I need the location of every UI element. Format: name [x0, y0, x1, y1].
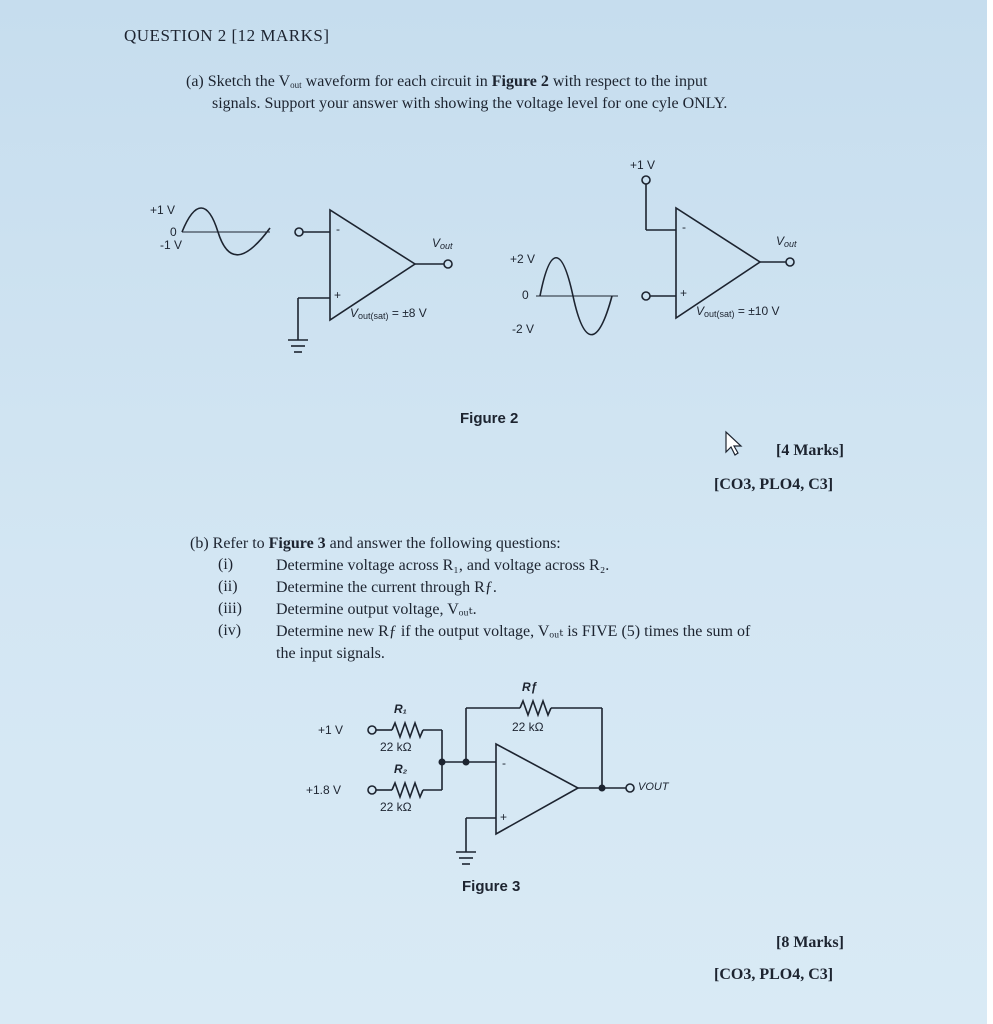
part-b-intro: [190, 534, 561, 553]
item-3-text: Determine output voltage, Vₒᵤₜ.: [276, 601, 477, 618]
fig2-right-sat-value: = ±10 V: [734, 304, 780, 318]
fig2-left-sat-sub: out(sat): [358, 311, 389, 321]
fig3-node-dot-2: [463, 759, 470, 766]
fig3-v2-terminal: [368, 786, 376, 794]
part-b-intro-b: and answer the following questions:: [325, 535, 561, 552]
item-4-num: (iv): [218, 622, 242, 639]
item-4-text: Determine new Rƒ if the output voltage, Vₒᵤₜ is FIVE (5) times the sum of: [276, 623, 751, 640]
fig2-right-ref-label: +1 V: [630, 158, 656, 172]
item-1-num: (i): [218, 556, 234, 573]
fig2-right-sat-sub: out(sat): [704, 309, 735, 319]
fig3-output-terminal: [626, 784, 634, 792]
item-3-num: (iii): [218, 600, 242, 617]
fig3-r2-resistor: [392, 783, 423, 797]
part-b-intro-a: (b) Refer to: [190, 535, 269, 552]
fig3-node-dot-3: [599, 785, 606, 792]
fig2-left-pos-label: +1 V: [150, 203, 176, 217]
fig2-right-vout-sub: out: [784, 239, 797, 249]
fig3-rf-resistor: [520, 701, 551, 715]
fig2-right-vout-v: V: [776, 234, 785, 248]
fig3-vout-label: VOUT: [638, 781, 669, 793]
figure-2-caption: Figure 2: [460, 410, 519, 427]
part-b-figure-ref: Figure 3: [268, 535, 326, 552]
fig2-left-sat-v: V: [350, 306, 359, 320]
fig3-node-dot-1: [439, 759, 446, 766]
co-b: [CO3, PLO4, C3]: [714, 966, 834, 983]
fig2-left-input-terminal: [295, 228, 303, 236]
item-2-num: (ii): [218, 578, 238, 595]
fig2-left-minus: -: [336, 222, 340, 236]
fig3-r1-value: 22 kΩ: [380, 740, 412, 754]
fig3-rf-value: 22 kΩ: [512, 720, 544, 734]
fig2-left-plus: +: [334, 288, 342, 302]
part-a-text-3: with respect to the input: [548, 73, 708, 90]
fig2-right-saturation: [696, 304, 779, 319]
fig2-right-vout: [776, 234, 797, 249]
fig2-right-pos-label: +2 V: [510, 252, 536, 266]
fig2-right-ref-terminal: [642, 176, 650, 184]
fig3-minus: -: [502, 756, 506, 770]
fig2-right-neg-label: -2 V: [512, 322, 535, 336]
fig2-right-plus: +: [680, 286, 688, 300]
fig3-r2-label: R₂: [394, 762, 408, 776]
fig3-v1-terminal: [368, 726, 376, 734]
fig2-right-input-terminal: [642, 292, 650, 300]
fig2-left-vout-v: V: [432, 236, 441, 250]
part-a-line-2: signals. Support your answer with showing the voltage level for one cyle ONLY.: [212, 95, 728, 112]
fig2-left-saturation: [350, 306, 427, 321]
fig3-r2-value: 22 kΩ: [380, 800, 412, 814]
fig2-right-minus: -: [682, 220, 686, 234]
fig2-left-vout-sub: out: [440, 241, 453, 251]
fig2-left-output-terminal: [444, 260, 452, 268]
fig3-opamp: [496, 744, 578, 834]
item-2-text: Determine the current through Rƒ.: [276, 579, 497, 596]
fig2-right-sat-v: V: [696, 304, 705, 318]
fig2-left-vout: [432, 236, 453, 251]
item-4-continuation: the input signals.: [276, 645, 385, 662]
fig2-left-neg-label: -1 V: [160, 238, 183, 252]
fig2-right-zero-label: 0: [522, 288, 529, 302]
fig2-left-input-sine: [182, 208, 270, 255]
fig2-left-zero-label: 0: [170, 225, 177, 239]
part-a-text-1: (a) Sketch the V: [186, 73, 291, 90]
marks-b: [8 Marks]: [776, 934, 844, 951]
co-a: [CO3, PLO4, C3]: [714, 476, 834, 493]
fig2-left-opamp: [330, 210, 415, 320]
fig3-plus: +: [500, 810, 508, 824]
fig3-rf-label: Rƒ: [522, 680, 538, 694]
fig2-left-sat-value: = ±8 V: [388, 306, 427, 320]
question-title: QUESTION 2 [12 MARKS]: [124, 26, 330, 45]
item-1-text: Determine voltage across R₁, and voltage across R₂.: [276, 557, 610, 574]
fig2-right-output-terminal: [786, 258, 794, 266]
cursor-arrow-icon: [726, 432, 741, 455]
part-a-figure-ref: Figure 2: [491, 73, 549, 90]
fig2-right-opamp: [676, 208, 760, 318]
fig3-r1-resistor: [392, 723, 423, 737]
fig3-r1-label: R₁: [394, 702, 407, 716]
part-a-vout-sub: out: [290, 80, 302, 90]
fig3-v1-label: +1 V: [318, 723, 344, 737]
part-a-text-2: waveform for each circuit in: [301, 73, 492, 90]
fig3-v2-label: +1.8 V: [306, 783, 342, 797]
figure-3-caption: Figure 3: [462, 878, 521, 895]
marks-a: [4 Marks]: [776, 442, 844, 459]
